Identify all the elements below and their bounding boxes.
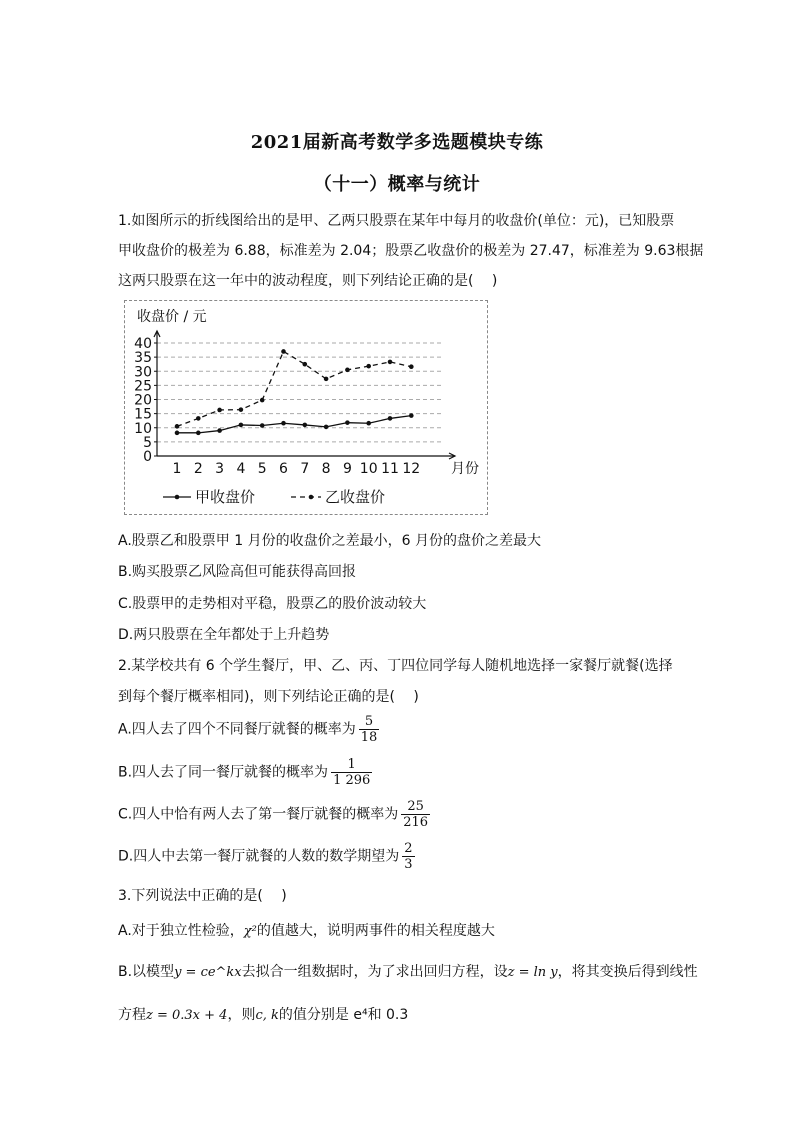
q2-option-d-text: D.四人中去第一餐厅就餐的人数的数学期望为 bbox=[118, 848, 400, 865]
q3-option-a-prefix: A.对于独立性检验， bbox=[118, 923, 244, 939]
q2-option-b bbox=[118, 757, 372, 788]
q1-stem-line2: 甲收盘价的极差为 6.88，标准差为 2.04；股票乙收盘价的极差为 27.47，标准差为 9.63根据 bbox=[118, 243, 704, 259]
q3-option-a-suffix: 的值越大，说明两事件的相关程度越大 bbox=[256, 923, 495, 939]
fraction-numerator: 2 bbox=[404, 841, 413, 856]
x-tick-label-4: 4 bbox=[236, 461, 246, 477]
q1-option-b: B.购买股票乙风险高但可能获得高回报 bbox=[118, 564, 357, 580]
q3-option-b-line2-prefix: 方程 bbox=[118, 1007, 146, 1023]
model-formula: y = ce^kx bbox=[174, 965, 242, 980]
q2-option-c-text: C.四人中恰有两人去了第一餐厅就餐的概率为 bbox=[118, 806, 399, 823]
series-line-2 bbox=[177, 351, 411, 426]
q2-option-b-text: B.四人去了同一餐厅就餐的概率为 bbox=[118, 764, 329, 781]
series-line-1 bbox=[177, 416, 411, 433]
parameter-names: c, k bbox=[255, 1008, 279, 1023]
legend-marker-2 bbox=[309, 495, 314, 500]
linear-equation: z = 0.3x + 4 bbox=[146, 1008, 228, 1023]
y-tick-label-30: 30 bbox=[134, 364, 152, 381]
series-2-point-3 bbox=[217, 408, 222, 413]
y-tick-label-20: 20 bbox=[134, 392, 152, 409]
q3-option-b-middle: 去拟合一组数据时，为了求出回归方程，设 bbox=[241, 964, 508, 980]
q3-option-b-suffix: ，将其变换后得到线性 bbox=[557, 964, 698, 980]
x-tick-label-8: 8 bbox=[321, 461, 331, 477]
q2-option-d bbox=[118, 841, 415, 872]
document-title: 2021届新高考数学多选题模块专练 bbox=[250, 132, 544, 153]
legend-label-2: 乙收盘价 bbox=[325, 488, 386, 506]
q2-option-b-fraction bbox=[331, 757, 372, 788]
series-1-point-3 bbox=[217, 428, 222, 433]
series-2-point-11 bbox=[388, 360, 393, 365]
q2-option-a-text: A.四人去了四个不同餐厅就餐的概率为 bbox=[118, 721, 356, 738]
series-2-point-2 bbox=[196, 416, 201, 421]
y-tick-label-25: 25 bbox=[134, 378, 152, 395]
q1-option-d: D.两只股票在全年都处于上升趋势 bbox=[118, 627, 330, 643]
q2-option-c-fraction bbox=[401, 799, 430, 830]
x-axis-label: 月份 bbox=[451, 461, 479, 477]
series-1-point-5 bbox=[260, 423, 265, 428]
q3-option-b-line2 bbox=[118, 1004, 408, 1024]
series-1-point-9 bbox=[345, 420, 350, 425]
legend-label-1: 甲收盘价 bbox=[195, 488, 256, 506]
y-tick-label-10: 10 bbox=[134, 420, 152, 437]
y-tick-label-35: 35 bbox=[134, 350, 152, 367]
series-2-point-12 bbox=[409, 364, 414, 369]
y-axis-label: 收盘价 / 元 bbox=[137, 309, 207, 325]
series-1-point-2 bbox=[196, 431, 201, 436]
y-tick-label-5: 5 bbox=[143, 434, 152, 451]
q3-option-b-line2-suffix: 的值分别是 e⁴和 0.3 bbox=[278, 1007, 409, 1023]
x-tick-label-2: 2 bbox=[193, 461, 203, 477]
q2-stem-line1: 2.某学校共有 6 个学生餐厅，甲、乙、丙、丁四位同学每人随机地选择一家餐厅就餐(选择 bbox=[118, 658, 673, 674]
series-1-point-8 bbox=[324, 425, 329, 430]
q3-stem: 3.下列说法中正确的是( ) bbox=[118, 888, 287, 904]
q3-option-b-line2-middle: ，则 bbox=[227, 1007, 256, 1023]
chi-square-symbol: χ² bbox=[243, 924, 257, 939]
q3-option-b-prefix: B.以模型 bbox=[118, 964, 175, 980]
x-tick-label-5: 5 bbox=[257, 461, 267, 477]
series-2-point-10 bbox=[366, 364, 371, 369]
q2-option-d-fraction bbox=[402, 841, 414, 872]
q2-option-a bbox=[118, 714, 379, 745]
fraction-numerator: 5 bbox=[359, 714, 380, 730]
q2-option-c bbox=[118, 799, 430, 830]
x-tick-label-7: 7 bbox=[300, 461, 310, 477]
q1-option-a: A.股票乙和股票甲 1 月份的收盘价之差最小，6 月份的盘价之差最大 bbox=[118, 533, 541, 549]
document-subtitle: （十一）概率与统计 bbox=[313, 174, 481, 195]
fraction-denominator: 1 296 bbox=[333, 773, 371, 788]
q1-stem-line3: 这两只股票在这一年中的波动程度，则下列结论正确的是( ) bbox=[118, 273, 498, 289]
series-2-point-1 bbox=[175, 424, 180, 429]
series-1-point-1 bbox=[175, 431, 180, 436]
series-2-point-6 bbox=[281, 349, 286, 354]
fraction-denominator: 3 bbox=[404, 857, 413, 872]
x-tick-label-1: 1 bbox=[172, 461, 182, 477]
x-tick-label-6: 6 bbox=[279, 461, 288, 477]
series-1-point-10 bbox=[366, 421, 371, 426]
series-1-point-12 bbox=[409, 413, 414, 418]
fraction-numerator: 1 bbox=[331, 757, 372, 773]
y-tick-label-15: 15 bbox=[134, 406, 152, 423]
series-1-point-4 bbox=[239, 423, 244, 428]
x-tick-label-11: 11 bbox=[381, 461, 399, 477]
q3-option-a bbox=[118, 920, 495, 940]
legend-marker-1 bbox=[175, 495, 180, 500]
series-1-point-6 bbox=[281, 421, 286, 426]
fraction-denominator: 216 bbox=[403, 815, 429, 830]
series-2-point-4 bbox=[239, 407, 244, 412]
q1-option-c: C.股票甲的走势相对平稳，股票乙的股价波动较大 bbox=[118, 596, 427, 612]
y-tick-label-40: 40 bbox=[134, 336, 152, 352]
x-tick-label-3: 3 bbox=[215, 461, 225, 477]
q1-stem-line1: 1.如图所示的折线图给出的是甲、乙两只股票在某年中每月的收盘价(单位：元)，已知股票 bbox=[118, 213, 675, 229]
transform-formula: z = ln y bbox=[507, 965, 558, 980]
y-tick-label-0: 0 bbox=[143, 449, 152, 465]
q2-option-a-fraction bbox=[359, 714, 380, 745]
series-2-point-7 bbox=[303, 362, 308, 367]
series-1-point-11 bbox=[388, 416, 393, 421]
x-tick-label-9: 9 bbox=[342, 461, 352, 477]
line-chart-svg bbox=[125, 301, 487, 514]
fraction-denominator: 18 bbox=[360, 730, 378, 745]
series-1-point-7 bbox=[303, 423, 308, 428]
series-2-point-5 bbox=[260, 398, 265, 403]
q3-option-b-line1 bbox=[118, 961, 698, 981]
series-2-point-8 bbox=[324, 377, 329, 382]
x-tick-label-12: 12 bbox=[402, 461, 421, 477]
series-2-point-9 bbox=[345, 368, 350, 373]
fraction-numerator: 25 bbox=[401, 799, 430, 815]
x-tick-label-10: 10 bbox=[359, 461, 378, 477]
stock-price-chart bbox=[124, 300, 488, 515]
q2-stem-line2: 到每个餐厅概率相同)，则下列结论正确的是( ) bbox=[118, 689, 419, 705]
